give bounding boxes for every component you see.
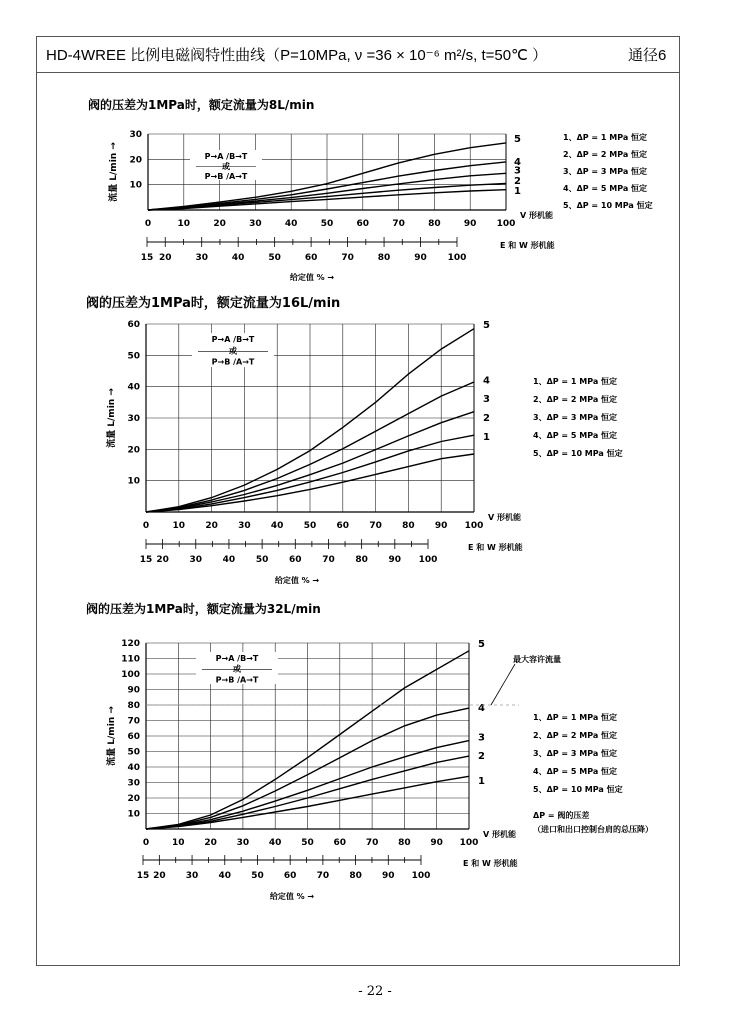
series-label-4: 4 <box>483 375 490 387</box>
x-tick-label: 60 <box>333 838 347 848</box>
legend-item-4: 4、ΔP = 5 MPa 恒定 <box>533 767 618 776</box>
ew-tick-label: 40 <box>222 555 236 565</box>
x-tick-label: 30 <box>236 838 250 848</box>
legend-item-3: 3、ΔP = 3 MPa 恒定 <box>533 749 618 758</box>
ew-tick-label: 80 <box>377 253 391 263</box>
x-tick-label: 60 <box>356 219 370 229</box>
inset-text: 或 <box>233 664 241 674</box>
series-label-3: 3 <box>478 732 485 744</box>
series-label-3: 3 <box>514 165 521 177</box>
series-label-5: 5 <box>483 320 490 331</box>
x-tick-label: 50 <box>301 838 314 848</box>
y-tick-label: 10 <box>129 180 142 191</box>
inset-text: P→A /B→T <box>215 654 259 663</box>
series-label-3: 3 <box>483 394 490 406</box>
y-tick-label: 20 <box>127 445 140 456</box>
y-tick-label: 60 <box>127 320 140 330</box>
x-tick-label: 0 <box>144 219 152 229</box>
inset-text: P→A /B→T <box>204 152 248 161</box>
legend-item-2: 2、ΔP = 2 MPa 恒定 <box>533 731 618 740</box>
series-label-2: 2 <box>514 175 521 187</box>
legend-item-1: 1、ΔP = 1 MPa 恒定 <box>533 713 618 722</box>
legend-item-5: 5、ΔP = 10 MPa 恒定 <box>533 449 623 458</box>
ew-tick-label: 30 <box>185 871 199 881</box>
inset-text: P→B /A→T <box>211 357 255 367</box>
x-tick-label: 90 <box>434 521 448 531</box>
legend-item-5: 5、ΔP = 10 MPa 恒定 <box>533 785 623 794</box>
v-function-label: V 形机能 <box>483 830 516 839</box>
ew-function-label: E 和 W 形机能 <box>463 859 518 868</box>
legend-item-4: 4、ΔP = 5 MPa 恒定 <box>563 184 648 193</box>
x-tick-label: 90 <box>463 219 477 229</box>
x-tick-label: 0 <box>142 521 150 531</box>
series-label-1: 1 <box>478 775 485 787</box>
x-tick-label: 100 <box>496 219 516 229</box>
ew-tick-label: 70 <box>341 253 354 263</box>
v-function-label: V 形机能 <box>520 211 553 220</box>
legend-item-1: 1、ΔP = 1 MPa 恒定 <box>563 133 648 142</box>
ew-tick-label: 100 <box>418 555 438 565</box>
x-tick-label: 30 <box>238 521 251 531</box>
series-label-5: 5 <box>514 134 521 146</box>
legend-item-3: 3、ΔP = 3 MPa 恒定 <box>563 167 648 176</box>
series-label-4: 4 <box>478 703 485 715</box>
ew-function-label: E 和 W 形机能 <box>500 241 555 250</box>
ew-tick-label: 40 <box>231 253 245 263</box>
ew-tick-label: 40 <box>218 871 232 881</box>
setpoint-axis-label: 给定值 % → <box>274 576 320 585</box>
y-tick-label: 30 <box>127 778 140 789</box>
chart-1-title: 阀的压差为1MPa时，额定流量为8L/min <box>88 98 315 112</box>
ew-tick-label: 15 <box>139 555 153 565</box>
max-flow-leader <box>491 664 515 705</box>
setpoint-axis-label: 给定值 % → <box>289 273 335 282</box>
series-label-5: 5 <box>478 639 485 650</box>
y-axis-label: 流量 L/min → <box>109 142 119 202</box>
y-tick-label: 50 <box>127 351 140 362</box>
note-delta-p: ΔP = 阀的压差 <box>533 811 590 820</box>
y-tick-label: 120 <box>121 639 140 649</box>
legend-item-4: 4、ΔP = 5 MPa 恒定 <box>533 431 618 440</box>
x-tick-label: 80 <box>402 521 415 531</box>
max-flow-label: 最大容许流量 <box>513 655 561 664</box>
inset-text: P→B /A→T <box>204 172 248 181</box>
ew-tick-label: 60 <box>289 555 302 565</box>
chart-2-title: 阀的压差为1MPa时，额定流量为16L/min <box>86 296 341 311</box>
series-label-1: 1 <box>483 431 490 443</box>
series-label-2: 2 <box>478 751 485 763</box>
x-tick-label: 30 <box>249 219 262 229</box>
ew-tick-label: 100 <box>447 253 467 263</box>
y-tick-label: 60 <box>127 732 140 742</box>
inset-text: 或 <box>222 162 230 171</box>
y-tick-label: 40 <box>127 382 140 393</box>
ew-tick-label: 90 <box>382 871 395 881</box>
inset-text: P→A /B→T <box>211 335 255 344</box>
ew-tick-label: 30 <box>189 555 203 565</box>
ew-tick-label: 70 <box>316 871 330 881</box>
ew-tick-label: 20 <box>156 555 169 565</box>
x-tick-label: 10 <box>177 219 191 229</box>
ew-tick-label: 80 <box>355 555 368 565</box>
series-label-2: 2 <box>483 413 490 424</box>
ew-tick-label: 80 <box>349 871 362 881</box>
x-tick-label: 0 <box>142 838 150 848</box>
x-tick-label: 70 <box>392 219 405 229</box>
y-tick-label: 20 <box>127 794 140 804</box>
ew-tick-label: 30 <box>195 253 208 263</box>
setpoint-axis-label: 给定值 % → <box>269 892 315 901</box>
y-tick-label: 10 <box>127 809 140 820</box>
x-tick-label: 100 <box>459 838 479 848</box>
ew-tick-label: 20 <box>153 871 166 881</box>
x-tick-label: 20 <box>205 521 218 531</box>
inset-text: 或 <box>229 346 237 356</box>
x-tick-label: 40 <box>284 219 298 229</box>
y-tick-label: 40 <box>127 763 140 773</box>
y-tick-label: 80 <box>127 701 140 711</box>
v-function-label: V 形机能 <box>488 513 521 522</box>
ew-tick-label: 60 <box>283 871 297 881</box>
x-tick-label: 70 <box>365 838 379 848</box>
ew-tick-label: 100 <box>411 871 431 881</box>
x-tick-label: 20 <box>213 219 226 229</box>
y-axis-label: 流量 L/min → <box>107 706 117 766</box>
series-label-4: 4 <box>514 156 521 168</box>
x-tick-label: 40 <box>268 838 282 848</box>
x-tick-label: 100 <box>464 521 484 531</box>
x-tick-label: 80 <box>428 219 441 229</box>
ew-tick-label: 70 <box>322 555 335 565</box>
x-tick-label: 90 <box>430 838 443 848</box>
ew-tick-label: 15 <box>136 871 150 881</box>
ew-tick-label: 50 <box>268 253 281 263</box>
page-number: - 22 - <box>358 984 392 999</box>
ew-tick-label: 50 <box>255 555 269 565</box>
x-tick-label: 50 <box>320 219 334 229</box>
legend-item-2: 2、ΔP = 2 MPa 恒定 <box>563 150 648 159</box>
y-tick-label: 90 <box>127 685 140 696</box>
nominal-size-label: 通径6 <box>628 47 667 64</box>
y-tick-label: 110 <box>121 654 140 665</box>
x-tick-label: 70 <box>369 521 382 531</box>
y-tick-label: 70 <box>127 716 140 727</box>
x-tick-label: 80 <box>398 838 411 848</box>
y-axis-label: 流量 L/min → <box>107 388 117 448</box>
series-label-1: 1 <box>514 186 521 197</box>
x-tick-label: 10 <box>172 521 186 531</box>
ew-tick-label: 60 <box>304 253 318 263</box>
y-tick-label: 10 <box>127 476 140 487</box>
legend-item-1: 1、ΔP = 1 MPa 恒定 <box>533 377 618 386</box>
ew-function-label: E 和 W 形机能 <box>468 543 523 552</box>
x-tick-label: 60 <box>336 521 350 531</box>
y-tick-label: 20 <box>129 155 142 166</box>
y-tick-label: 100 <box>121 670 140 680</box>
chart-2 <box>105 320 623 585</box>
y-tick-label: 50 <box>127 747 140 758</box>
x-tick-label: 10 <box>172 838 185 848</box>
x-tick-label: 50 <box>303 521 317 531</box>
x-tick-label: 20 <box>204 838 217 848</box>
note-explanation: （进口和出口控制台肩的总压降） <box>533 825 653 834</box>
legend-item-2: 2、ΔP = 2 MPa 恒定 <box>533 395 618 404</box>
x-tick-label: 40 <box>270 521 284 531</box>
ew-tick-label: 15 <box>140 253 154 263</box>
inset-text: P→B /A→T <box>215 675 259 685</box>
legend-item-5: 5、ΔP = 10 MPa 恒定 <box>563 201 653 210</box>
chart-1 <box>107 130 653 282</box>
ew-tick-label: 90 <box>388 555 402 565</box>
ew-tick-label: 50 <box>251 871 264 881</box>
legend-item-3: 3、ΔP = 3 MPa 恒定 <box>533 413 618 422</box>
chart-3-title: 阀的压差为1MPa时，额定流量为32L/min <box>86 602 321 616</box>
page-title: HD-4WREE 比例电磁阀特性曲线（P=10MPa, ν =36 × 10⁻⁶ m²/s, t=50℃ ） <box>46 47 548 64</box>
y-tick-label: 30 <box>127 414 140 424</box>
ew-tick-label: 90 <box>414 253 427 263</box>
chart-3 <box>105 639 653 901</box>
y-tick-label: 30 <box>129 130 142 140</box>
ew-tick-label: 20 <box>158 253 172 263</box>
